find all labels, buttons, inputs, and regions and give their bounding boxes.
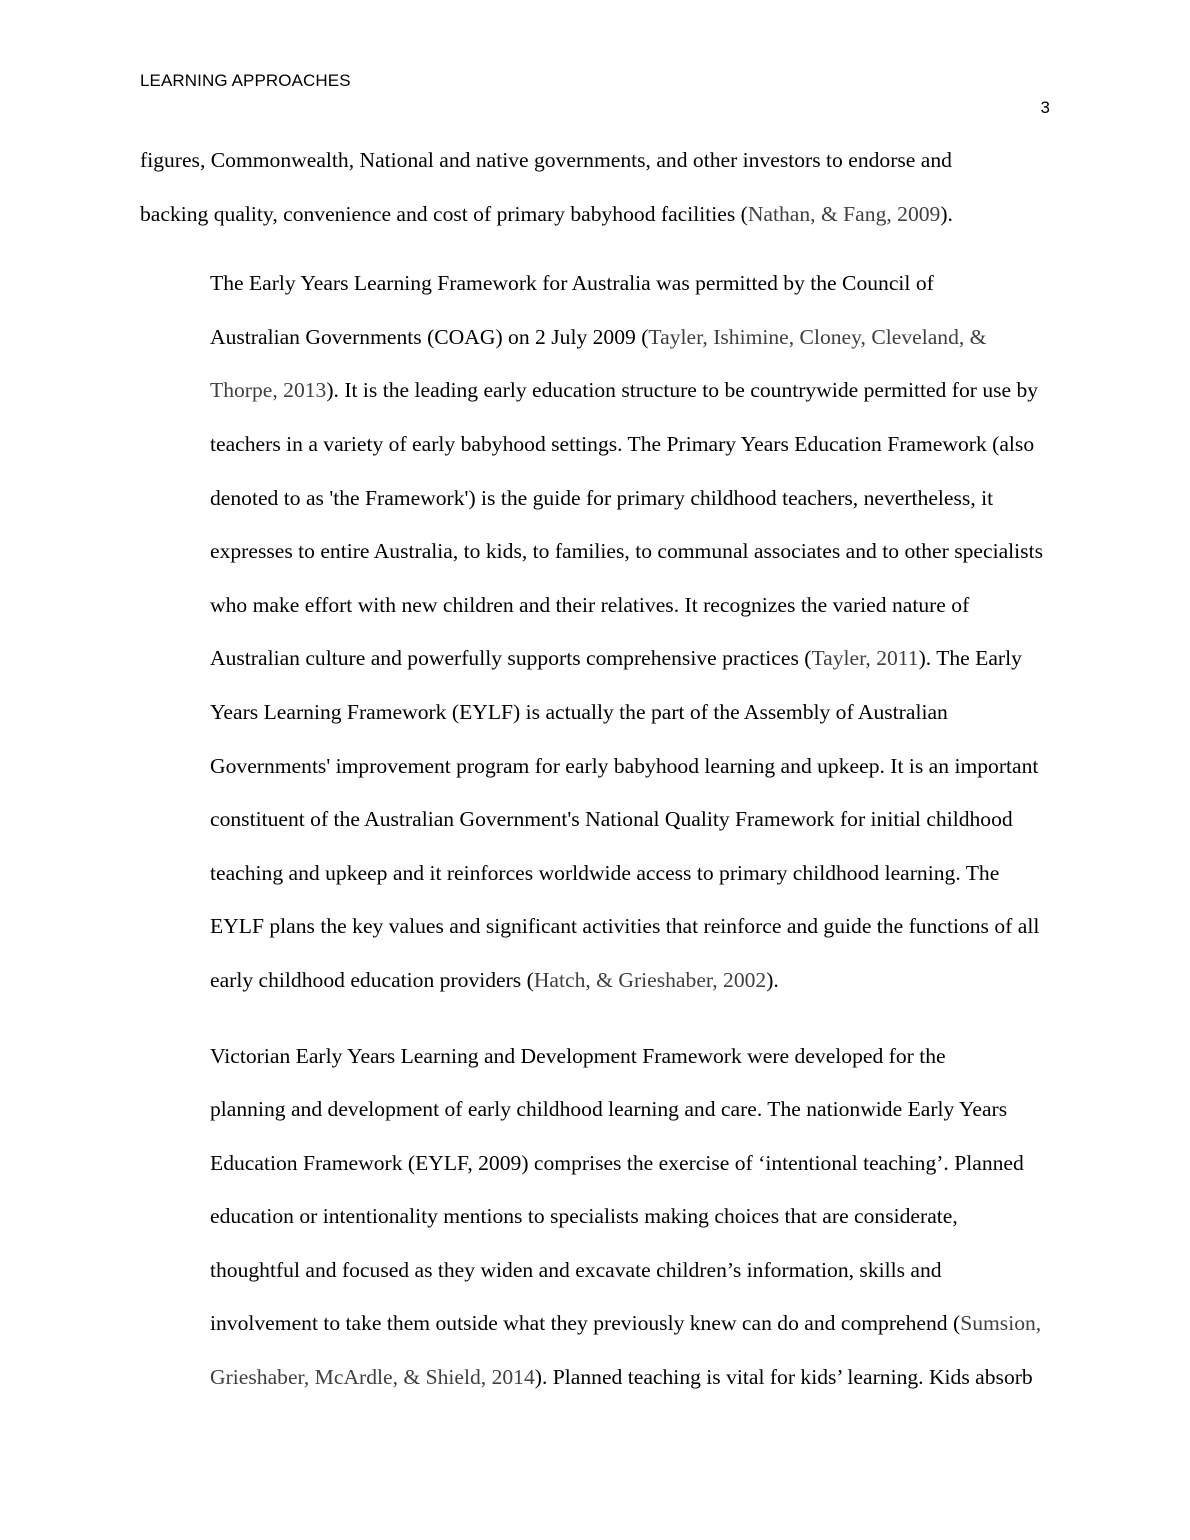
text-line <box>140 134 1050 188</box>
text-run: involvement to take them outside what they previously knew can do and comprehend ( <box>210 1311 961 1336</box>
text-line <box>140 1190 1050 1244</box>
text-line <box>140 418 1050 472</box>
paragraph-3 <box>140 1030 1050 1405</box>
text-run: figures, Commonwealth, National and native governments, and other investors to endorse and <box>140 148 952 172</box>
text-line <box>140 1083 1050 1137</box>
text-line <box>140 1244 1050 1298</box>
text-run: ). Planned teaching is vital for kids’ learning. Kids absorb <box>534 1365 1033 1390</box>
text-run: The Early Years Learning Framework for Australia was permitted by the Council of <box>210 271 934 296</box>
text-run: denoted to as 'the Framework') is the guide for primary childhood teachers, nevertheless, it <box>210 485 994 510</box>
citation: Tayler, Ishimine, Cloney, Cleveland, & <box>648 324 987 349</box>
text-run: ). <box>940 201 953 226</box>
text-run: backing quality, convenience and cost of primary babyhood facilities ( <box>140 201 748 226</box>
text-line <box>140 472 1050 526</box>
paragraph-1 <box>140 134 1050 241</box>
text-line <box>140 1030 1050 1084</box>
page-number: 3 <box>1040 98 1050 117</box>
text-run: teaching and upkeep and it reinforces worldwide access to primary childhood learning. The <box>210 860 1000 885</box>
text-run: expresses to entire Australia, to kids, to families, to communal associates and to other specialists <box>210 539 1043 564</box>
citation: Hatch, & Grieshaber, 2002 <box>533 967 767 992</box>
text-run: thoughtful and focused as they widen and excavate children’s information, skills and <box>210 1257 942 1282</box>
text-run: education or intentionality mentions to specialists making choices that are considerate, <box>210 1204 958 1229</box>
text-line <box>140 311 1050 365</box>
text-line <box>140 632 1050 686</box>
running-head: LEARNING APPROACHES <box>140 71 351 90</box>
text-line <box>140 525 1050 579</box>
text-line <box>140 579 1050 633</box>
citation: Sumsion, <box>960 1311 1042 1336</box>
text-run: early childhood education providers ( <box>210 967 534 992</box>
citation: Tayler, 2011 <box>811 646 919 671</box>
text-line <box>140 954 1050 1008</box>
text-line <box>140 1137 1050 1191</box>
text-line <box>140 793 1050 847</box>
text-line <box>140 257 1050 311</box>
citation: Grieshaber, McArdle, & Shield, 2014 <box>210 1365 535 1390</box>
paragraph-2 <box>140 257 1050 1007</box>
citation: Nathan, & Fang, 2009 <box>747 201 941 226</box>
text-line <box>140 740 1050 794</box>
text-run: ). The Early <box>918 646 1022 671</box>
citation: Thorpe, 2013 <box>210 378 327 403</box>
text-line <box>140 686 1050 740</box>
text-run: Victorian Early Years Learning and Development Framework were developed for the <box>210 1043 946 1068</box>
text-run: constituent of the Australian Government's National Quality Framework for initial childhood <box>210 807 1013 832</box>
text-line <box>140 364 1050 418</box>
text-line <box>140 188 1050 242</box>
text-run: ). It is the leading early education structure to be countrywide permitted for use by <box>326 378 1039 403</box>
text-run: who make effort with new children and their relatives. It recognizes the varied nature of <box>210 592 970 617</box>
text-run: ). <box>766 967 779 992</box>
text-run: teachers in a variety of early babyhood settings. The Primary Years Education Framework (also <box>210 431 1035 456</box>
text-line <box>140 1297 1050 1351</box>
text-run: Australian Governments (COAG) on 2 July 2009 ( <box>210 324 649 349</box>
text-line <box>140 1351 1050 1405</box>
text-line <box>140 847 1050 901</box>
document-body <box>140 134 1050 1405</box>
text-run: EYLF plans the key values and significant activities that reinforce and guide the functions of all <box>210 914 1040 939</box>
text-run: Governments' improvement program for early babyhood learning and upkeep. It is an important <box>210 753 1039 778</box>
text-line <box>140 900 1050 954</box>
text-run: Education Framework (EYLF, 2009) comprises the exercise of ‘intentional teaching’. Planned <box>210 1150 1024 1175</box>
text-run: Years Learning Framework (EYLF) is actually the part of the Assembly of Australian <box>210 699 948 724</box>
text-run: planning and development of early childhood learning and care. The nationwide Early Years <box>210 1097 1008 1122</box>
text-run: Australian culture and powerfully supports comprehensive practices ( <box>210 646 812 671</box>
